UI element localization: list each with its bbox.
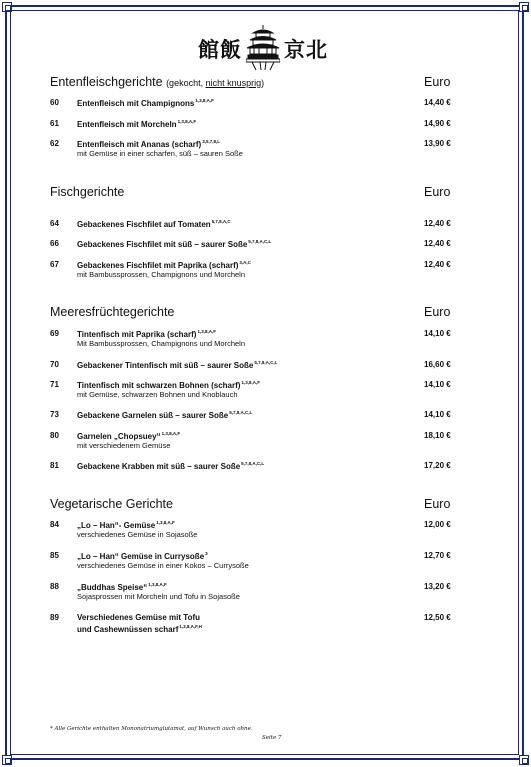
- item-name: Verschiedenes Gemüse mit Tofu: [77, 613, 201, 622]
- item-name: Tintenfisch mit schwarzen Bohnen (scharf)$^{1,3,8,A,F}$: [77, 380, 260, 390]
- item-name-continued: und Cashewnüssen scharf$^{1,3,8,A,F,H}$: [77, 624, 202, 634]
- item-price: 16,60 €: [424, 360, 451, 369]
- item-price: 13,20 €: [424, 582, 451, 591]
- item-name: Gebackener Tintenfisch mit süß – saurer Soße$^{5,7,8,A,C,L}$: [77, 360, 278, 370]
- item-number: 64: [50, 219, 59, 228]
- item-number: 66: [50, 239, 59, 248]
- allergen-codes: 1,3,8,A,F: [195, 98, 214, 103]
- item-name: Garnelen „Chopsuey“$^{1,3,8,A,F}$: [77, 431, 181, 441]
- item-name: Gebackene Krabben mit süß – saurer Soße$^{5,7,8,A,C,L}$: [77, 461, 265, 471]
- item-name: Entenfleisch mit Ananas (scharf)$^{3,5,7,8,L}$: [77, 139, 220, 149]
- temple-icon: [246, 24, 280, 72]
- item-price: 14,10 €: [424, 410, 451, 419]
- item-number: 89: [50, 613, 59, 622]
- section-header-fish: [50, 185, 480, 201]
- item-number: 61: [50, 119, 59, 128]
- item-price: 18,10 €: [424, 431, 451, 440]
- item-price: 14,40 €: [424, 98, 451, 107]
- item-price: 12,40 €: [424, 239, 451, 248]
- item-number: 60: [50, 98, 59, 107]
- allergen-codes: 1,3,8,A,F: [161, 431, 181, 436]
- section-title: Entenfleischgerichte (gekocht, nicht knusprig): [50, 75, 265, 89]
- item-name: Gebackenes Fischfilet mit süß – saurer Soße$^{5,7,8,A,C,L}$: [77, 239, 272, 249]
- frame-corner-ornament: [519, 2, 529, 12]
- item-number: 88: [50, 582, 59, 591]
- item-description: Sojasprossen mit Morcheln und Tofu in Sojasoße: [77, 592, 240, 601]
- logo-text-right: 京北: [284, 37, 328, 62]
- item-price: 13,90 €: [424, 139, 451, 148]
- section-note: (gekocht, nicht knusprig): [166, 78, 265, 88]
- allergen-codes: 3: [205, 551, 208, 556]
- item-price: 12,00 €: [424, 520, 451, 529]
- item-number: 84: [50, 520, 59, 529]
- item-price: 14,90 €: [424, 119, 451, 128]
- item-number: 80: [50, 431, 59, 440]
- item-number: 70: [50, 360, 59, 369]
- item-number: 85: [50, 551, 59, 560]
- item-name: Entenfleisch mit Champignons$^{1,3,8,A,F}$: [77, 98, 214, 108]
- item-number: 69: [50, 329, 59, 338]
- item-description: mit Gemüse in einer scharfen, süß – sauren Soße: [77, 149, 243, 158]
- currency-label: Euro: [424, 185, 451, 199]
- item-name: Gebackenes Fischfilet mit Paprika (scharf)$^{3,A,C}$: [77, 260, 251, 270]
- item-name: Gebackenes Fischfilet auf Tomaten$^{5,7,8,A,C}$: [77, 219, 231, 229]
- section-title: Fischgerichte: [50, 185, 125, 199]
- item-name: „Buddhas Speise“$^{1,3,8,A,F}$: [77, 582, 167, 592]
- allergen-codes: 1,3,8,A,F: [177, 119, 197, 124]
- item-name: Entenfleisch mit Morcheln$^{1,3,8,A,F}$: [77, 119, 197, 129]
- allergen-codes: 5,7,8,A,C,L: [254, 360, 278, 365]
- section-header-seafood: [50, 305, 480, 321]
- item-name: „Lo – Han“- Gemüse$^{1,3,8,A,F}$: [77, 520, 175, 530]
- item-number: 81: [50, 461, 59, 470]
- allergen-codes: 1,3,8,A,F,H: [179, 624, 202, 629]
- section-header-duck: [50, 75, 480, 91]
- item-price: 14,10 €: [424, 380, 451, 389]
- item-price: 17,20 €: [424, 461, 451, 470]
- item-price: 12,50 €: [424, 613, 451, 622]
- currency-label: Euro: [424, 305, 451, 319]
- allergen-codes: 1,3,8,A,F: [156, 520, 175, 525]
- item-name: Gebackene Garnelen süß – saurer Soße$^{5,7,8,A,C,L}$: [77, 410, 253, 420]
- item-name: Tintenfisch mit Paprika (scharf)$^{1,3,8,A,F}$: [77, 329, 216, 339]
- allergen-codes: 1,3,8,A,F: [148, 582, 167, 587]
- item-description: mit Gemüse, schwarzen Bohnen und Knoblauch: [77, 390, 238, 399]
- allergen-codes: 5,7,8,A,C,L: [241, 461, 265, 466]
- frame-corner-ornament: [2, 2, 12, 12]
- allergen-codes: 3,5,7,8,L: [202, 139, 220, 144]
- item-price: 14,10 €: [424, 329, 451, 338]
- item-description: mit verschiedenem Gemüse: [77, 441, 171, 450]
- allergen-codes: 5,7,8,A,C,L: [229, 410, 253, 415]
- page-number: Seite 7: [262, 735, 282, 741]
- item-number: 73: [50, 410, 59, 419]
- restaurant-logo: [198, 24, 328, 72]
- item-price: 12,70 €: [424, 551, 451, 560]
- item-description: verschiedenes Gemüse in einer Kokos – Currysoße: [77, 561, 249, 570]
- item-number: 71: [50, 380, 59, 389]
- item-description: verschiedenes Gemüse in Sojasoße: [77, 530, 198, 539]
- logo-text-left: 館飯: [198, 37, 242, 62]
- section-header-vegetarian: [50, 497, 480, 513]
- allergen-codes: 1,3,8,A,F: [241, 380, 260, 385]
- currency-label: Euro: [424, 497, 451, 511]
- item-number: 67: [50, 260, 59, 269]
- allergen-codes: 1,3,8,A,F: [197, 329, 216, 334]
- currency-label: Euro: [424, 75, 451, 89]
- frame-corner-ornament: [519, 755, 529, 765]
- frame-corner-ornament: [2, 755, 12, 765]
- msg-footnote: * Alle Gerichte enthalten Mononatriumglutamat, auf Wunsch auch ohne.: [50, 726, 253, 732]
- allergen-codes: 5,7,8,A,C: [211, 219, 231, 224]
- item-name: „Lo – Han“ Gemüse in Currysoße$^3$: [77, 551, 208, 561]
- item-description: mit Bambussprossen, Champignons und Morcheln: [77, 270, 245, 279]
- item-price: 12,40 €: [424, 219, 451, 228]
- item-number: 62: [50, 139, 59, 148]
- section-title: Vegetarische Gerichte: [50, 497, 173, 511]
- item-price: 12,40 €: [424, 260, 451, 269]
- allergen-codes: 5,7,8,A,C,L: [248, 239, 272, 244]
- item-description: Mit Bambussprossen, Champignons und Morcheln: [77, 339, 245, 348]
- section-title: Meeresfrüchtegerichte: [50, 305, 175, 319]
- allergen-codes: 3,A,C: [239, 260, 251, 265]
